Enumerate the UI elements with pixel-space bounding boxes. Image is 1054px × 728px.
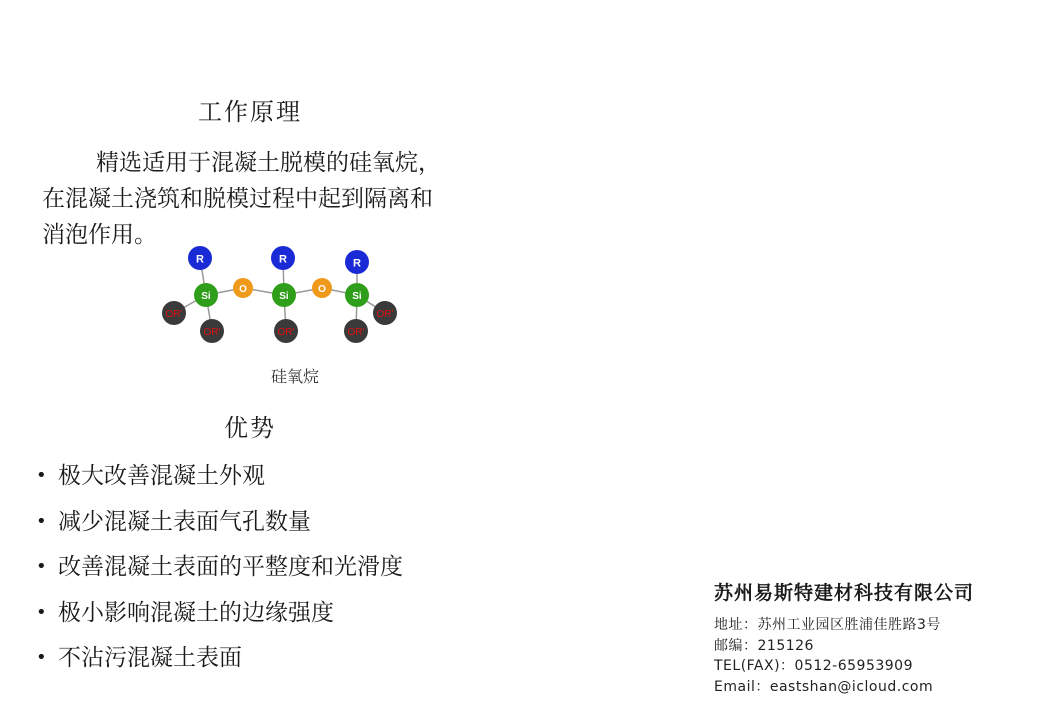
o-atom bbox=[233, 278, 253, 298]
si-atom bbox=[345, 283, 369, 307]
company-contact-block bbox=[714, 578, 1034, 697]
o-atom bbox=[312, 278, 332, 298]
siloxane-molecule-diagram bbox=[160, 243, 400, 348]
r-atom-label: R bbox=[196, 253, 204, 266]
or-group bbox=[162, 301, 186, 325]
bullet-icon: • bbox=[36, 647, 47, 668]
advantage-text: 极大改善混凝土外观 bbox=[58, 463, 265, 489]
company-postcode: 邮编：215126 bbox=[714, 637, 814, 654]
or-group-label: OR' bbox=[347, 327, 365, 338]
advantage-text: 减少混凝土表面气孔数量 bbox=[58, 508, 311, 535]
advantage-text: 改善混凝土表面的平整度和光滑度 bbox=[58, 554, 403, 580]
r-atom bbox=[345, 250, 369, 274]
advantages-title: 优势 bbox=[224, 414, 276, 442]
si-atom-label: Si bbox=[279, 291, 289, 302]
company-name: 苏州易斯特建材科技有限公司 bbox=[714, 582, 975, 604]
or-group-label: OR' bbox=[165, 309, 183, 320]
company-email: Email：eastshan@icloud.com bbox=[714, 678, 934, 695]
company-address: 地址：苏州工业园区胜浦佳胜路3号 bbox=[714, 617, 941, 633]
or-group bbox=[200, 319, 224, 343]
si-atom bbox=[272, 283, 296, 307]
si-atom-label: Si bbox=[352, 291, 362, 302]
advantage-item bbox=[36, 595, 403, 641]
principle-text-line: 精选适用于混凝土脱模的硅氧烷， bbox=[96, 150, 441, 176]
si-atom bbox=[194, 283, 218, 307]
advantage-text: 极小影响混凝土的边缘强度 bbox=[58, 599, 334, 626]
principle-text-line: 在混凝土浇筑和脱模过程中起到隔离和 bbox=[42, 186, 433, 212]
r-atom bbox=[271, 246, 295, 270]
or-group-label: OR' bbox=[277, 327, 295, 338]
o-atom-label: O bbox=[239, 284, 247, 295]
bullet-icon: • bbox=[36, 556, 47, 577]
r-atom-label: R bbox=[279, 253, 287, 266]
r-atom bbox=[188, 246, 212, 270]
or-group bbox=[344, 319, 368, 343]
advantage-item bbox=[36, 504, 403, 550]
principle-text-line: 消泡作用。 bbox=[42, 222, 157, 248]
molecule-caption: 硅氧烷 bbox=[271, 367, 320, 386]
si-atom-label: Si bbox=[201, 291, 211, 302]
or-group-label: OR' bbox=[203, 327, 221, 338]
or-group bbox=[373, 301, 397, 325]
o-atom-label: O bbox=[318, 284, 326, 295]
bullet-icon: • bbox=[36, 465, 47, 486]
bullet-icon: • bbox=[36, 601, 47, 623]
advantage-item bbox=[36, 549, 403, 595]
or-group-label: OR' bbox=[376, 309, 394, 320]
advantage-text: 不沾污混凝土表面 bbox=[58, 645, 242, 671]
principle-title: 工作原理 bbox=[198, 98, 302, 126]
bullet-icon: • bbox=[36, 510, 47, 532]
r-atom-label: R bbox=[353, 257, 361, 270]
advantage-item bbox=[36, 458, 403, 504]
advantage-item bbox=[36, 640, 403, 686]
or-group bbox=[274, 319, 298, 343]
company-tel-fax: TEL(FAX)：0512-65953909 bbox=[714, 658, 913, 674]
advantages-list bbox=[36, 458, 403, 686]
